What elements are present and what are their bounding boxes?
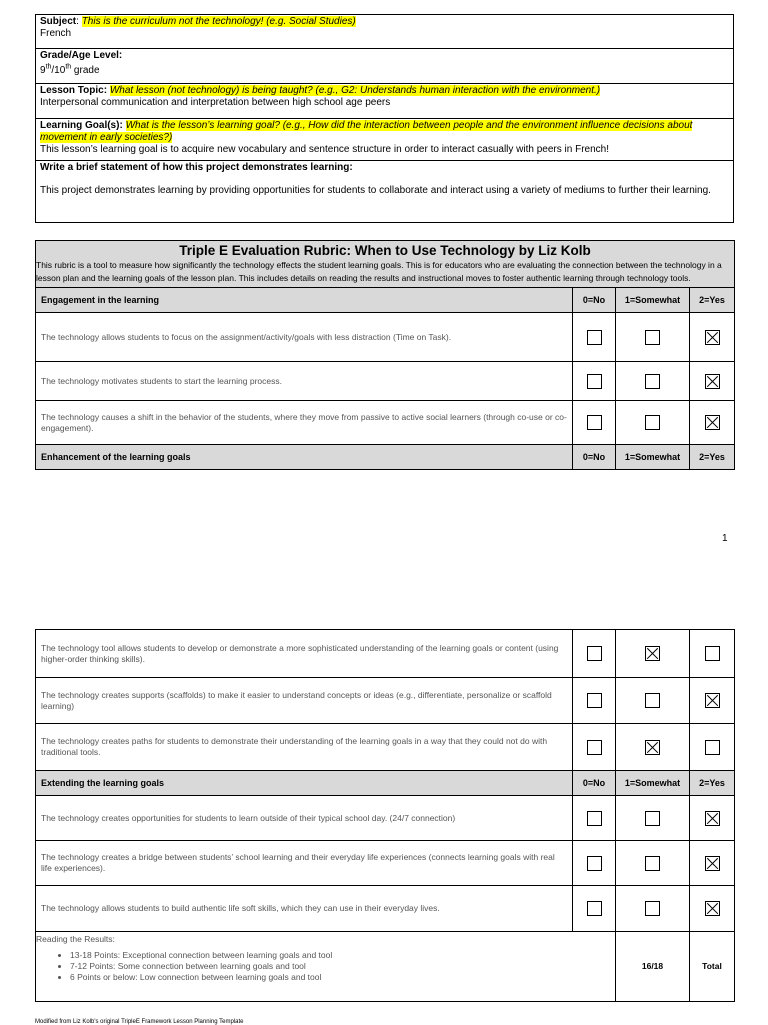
rubric-row — [36, 886, 735, 932]
statement-label: Write a brief statement of how this project demonstrates learning: — [40, 162, 353, 173]
subject-label: Subject — [40, 16, 77, 27]
empty-checkbox[interactable] — [587, 693, 602, 708]
col-somewhat-header: 1=Somewhat — [616, 771, 690, 796]
rubric-row — [36, 313, 735, 362]
empty-checkbox[interactable] — [645, 856, 660, 871]
statement-value[interactable]: This project demonstrates learning by providing opportunities for students to collaborate and interact using a variety of mediums to further their learning. — [40, 185, 711, 196]
total-score: 16/18 — [616, 932, 690, 1002]
empty-checkbox[interactable] — [705, 740, 720, 755]
rubric-title: Triple E Evaluation Rubric: When to Use Technology by Liz Kolb — [179, 243, 591, 258]
score-cell-no — [573, 313, 616, 362]
score-cell-yes — [690, 796, 735, 841]
checked-checkbox[interactable] — [645, 646, 660, 661]
goal-cell — [36, 119, 734, 161]
results-item: • 13-18 Points: Exceptional connection between learning goals and tool — [70, 950, 611, 961]
checked-checkbox[interactable] — [705, 330, 720, 345]
score-cell-yes — [690, 630, 735, 678]
score-cell-somewhat — [616, 630, 690, 678]
score-cell-somewhat — [616, 362, 690, 401]
rubric-row — [36, 401, 735, 445]
rubric-row — [36, 841, 735, 886]
score-cell-somewhat — [616, 796, 690, 841]
results-list — [40, 950, 611, 983]
empty-checkbox[interactable] — [645, 811, 660, 826]
empty-checkbox[interactable] — [587, 646, 602, 661]
col-somewhat-header: 1=Somewhat — [616, 445, 690, 470]
checked-checkbox[interactable] — [705, 693, 720, 708]
rubric-header — [36, 241, 735, 288]
rubric-row — [36, 678, 735, 724]
empty-checkbox[interactable] — [587, 374, 602, 389]
statement-cell — [36, 161, 734, 223]
empty-checkbox[interactable] — [587, 330, 602, 345]
empty-checkbox[interactable] — [645, 330, 660, 345]
checked-checkbox[interactable] — [645, 740, 660, 755]
score-cell-yes — [690, 401, 735, 445]
goal-prompt: What is the lesson’s learning goal? (e.g., How did the interaction between people and the environment influence decisions about movement in early societies?) — [40, 120, 693, 143]
col-somewhat-header: 1=Somewhat — [616, 288, 690, 313]
rubric-row — [36, 362, 735, 401]
subject-prompt: This is the curriculum not the technology! (e.g. Social Studies) — [81, 16, 356, 27]
score-cell-somewhat — [616, 886, 690, 932]
criterion-text: The technology causes a shift in the behavior of the students, where they move from passive to active social learners (through co-use or co-engagement). — [36, 401, 573, 445]
score-cell-no — [573, 401, 616, 445]
lesson-info-table — [35, 14, 734, 223]
criterion-text: The technology creates supports (scaffolds) to make it easier to understand concepts or ideas (e.g., differentiate, personalize or scaffold learning) — [36, 678, 573, 724]
empty-checkbox[interactable] — [645, 693, 660, 708]
page-number: 1 — [722, 533, 728, 544]
rubric-row — [36, 796, 735, 841]
score-cell-somewhat — [616, 313, 690, 362]
results-legend — [36, 932, 616, 1002]
grade-value[interactable]: 9th/10th grade — [40, 64, 100, 77]
empty-checkbox[interactable] — [645, 374, 660, 389]
criterion-text: The technology allows students to focus on the assignment/activity/goals with less distraction (Time on Task). — [36, 313, 573, 362]
subject-value[interactable]: French — [40, 28, 72, 39]
col-yes-header: 2=Yes — [690, 771, 735, 796]
empty-checkbox[interactable] — [587, 811, 602, 826]
empty-checkbox[interactable] — [587, 740, 602, 755]
score-cell-yes — [690, 313, 735, 362]
score-cell-somewhat — [616, 724, 690, 771]
goal-value[interactable]: This lesson’s learning goal is to acquire new vocabulary and sentence structure in order to interact casually with peers in French! — [40, 144, 609, 155]
empty-checkbox[interactable] — [705, 646, 720, 661]
checked-checkbox[interactable] — [705, 811, 720, 826]
score-cell-no — [573, 724, 616, 771]
score-cell-no — [573, 630, 616, 678]
topic-label: Lesson Topic: — [40, 85, 108, 96]
score-cell-yes — [690, 841, 735, 886]
rubric-table-page2 — [35, 629, 735, 1002]
criterion-text: The technology creates paths for students to demonstrate their understanding of the learning goals in a way that they could not do with traditional tools. — [36, 724, 573, 771]
empty-checkbox[interactable] — [587, 856, 602, 871]
results-item: • 6 Points or below: Low connection between learning goals and tool — [70, 972, 611, 983]
criterion-text: The technology creates a bridge between students’ school learning and their everyday life experiences (connects learning goals with real life experiences). — [36, 841, 573, 886]
rubric-table-page1 — [35, 240, 735, 470]
criterion-text: The technology tool allows students to develop or demonstrate a more sophisticated understanding of the learning goals or content (using higher-order thinking skills). — [36, 630, 573, 678]
goal-label: Learning Goal(s): — [40, 120, 123, 131]
rubric-description: This rubric is a tool to measure how significantly the technology effects the student learning goals. This is for educators who are evaluating the connection between the technology in a lesson plan and the learning goals of the lesson plan. This includes details on reading the results and instructional moves to foster authentic learning through technology tools. — [36, 260, 722, 283]
empty-checkbox[interactable] — [645, 415, 660, 430]
topic-cell — [36, 84, 734, 119]
criterion-text: The technology motivates students to start the learning process. — [36, 362, 573, 401]
col-yes-header: 2=Yes — [690, 288, 735, 313]
score-cell-somewhat — [616, 841, 690, 886]
criterion-text: The technology creates opportunities for students to learn outside of their typical school day. (24/7 connection) — [36, 796, 573, 841]
score-cell-no — [573, 796, 616, 841]
footer-note: Modified from Liz Kolb's original TripleE Framework Lesson Planning Template — [35, 1019, 244, 1025]
score-cell-somewhat — [616, 678, 690, 724]
score-cell-yes — [690, 724, 735, 771]
score-cell-no — [573, 886, 616, 932]
score-cell-yes — [690, 362, 735, 401]
rubric-row — [36, 630, 735, 678]
subject-cell: Subject: This is the curriculum not the technology! (e.g. Social Studies) French — [36, 15, 734, 49]
grade-label: Grade/Age Level: — [40, 50, 123, 61]
rubric-row — [36, 724, 735, 771]
score-cell-yes — [690, 886, 735, 932]
score-cell-no — [573, 362, 616, 401]
empty-checkbox[interactable] — [587, 415, 602, 430]
checked-checkbox[interactable] — [705, 856, 720, 871]
score-cell-no — [573, 678, 616, 724]
col-yes-header: 2=Yes — [690, 445, 735, 470]
checked-checkbox[interactable] — [705, 374, 720, 389]
empty-checkbox[interactable] — [645, 901, 660, 916]
col-no-header: 0=No — [573, 288, 616, 313]
total-label: Total — [690, 932, 735, 1002]
topic-prompt: What lesson (not technology) is being taught? (e.g., G2: Understands human interaction with the environment.) — [109, 85, 601, 96]
empty-checkbox[interactable] — [587, 901, 602, 916]
results-heading: Reading the Results: — [36, 934, 115, 944]
score-cell-yes — [690, 678, 735, 724]
checked-checkbox[interactable] — [705, 415, 720, 430]
section-heading: Engagement in the learning — [36, 288, 573, 313]
topic-value[interactable]: Interpersonal communication and interpretation between high school age peers — [40, 97, 391, 108]
criterion-text: The technology allows students to build authentic life soft skills, which they can use in their everyday lives. — [36, 886, 573, 932]
col-no-header: 0=No — [573, 771, 616, 796]
score-cell-no — [573, 841, 616, 886]
results-item: • 7-12 Points: Some connection between learning goals and tool — [70, 961, 611, 972]
checked-checkbox[interactable] — [705, 901, 720, 916]
col-no-header: 0=No — [573, 445, 616, 470]
grade-cell — [36, 49, 734, 84]
score-cell-somewhat — [616, 401, 690, 445]
section-heading: Enhancement of the learning goals — [36, 445, 573, 470]
section-heading: Extending the learning goals — [36, 771, 573, 796]
